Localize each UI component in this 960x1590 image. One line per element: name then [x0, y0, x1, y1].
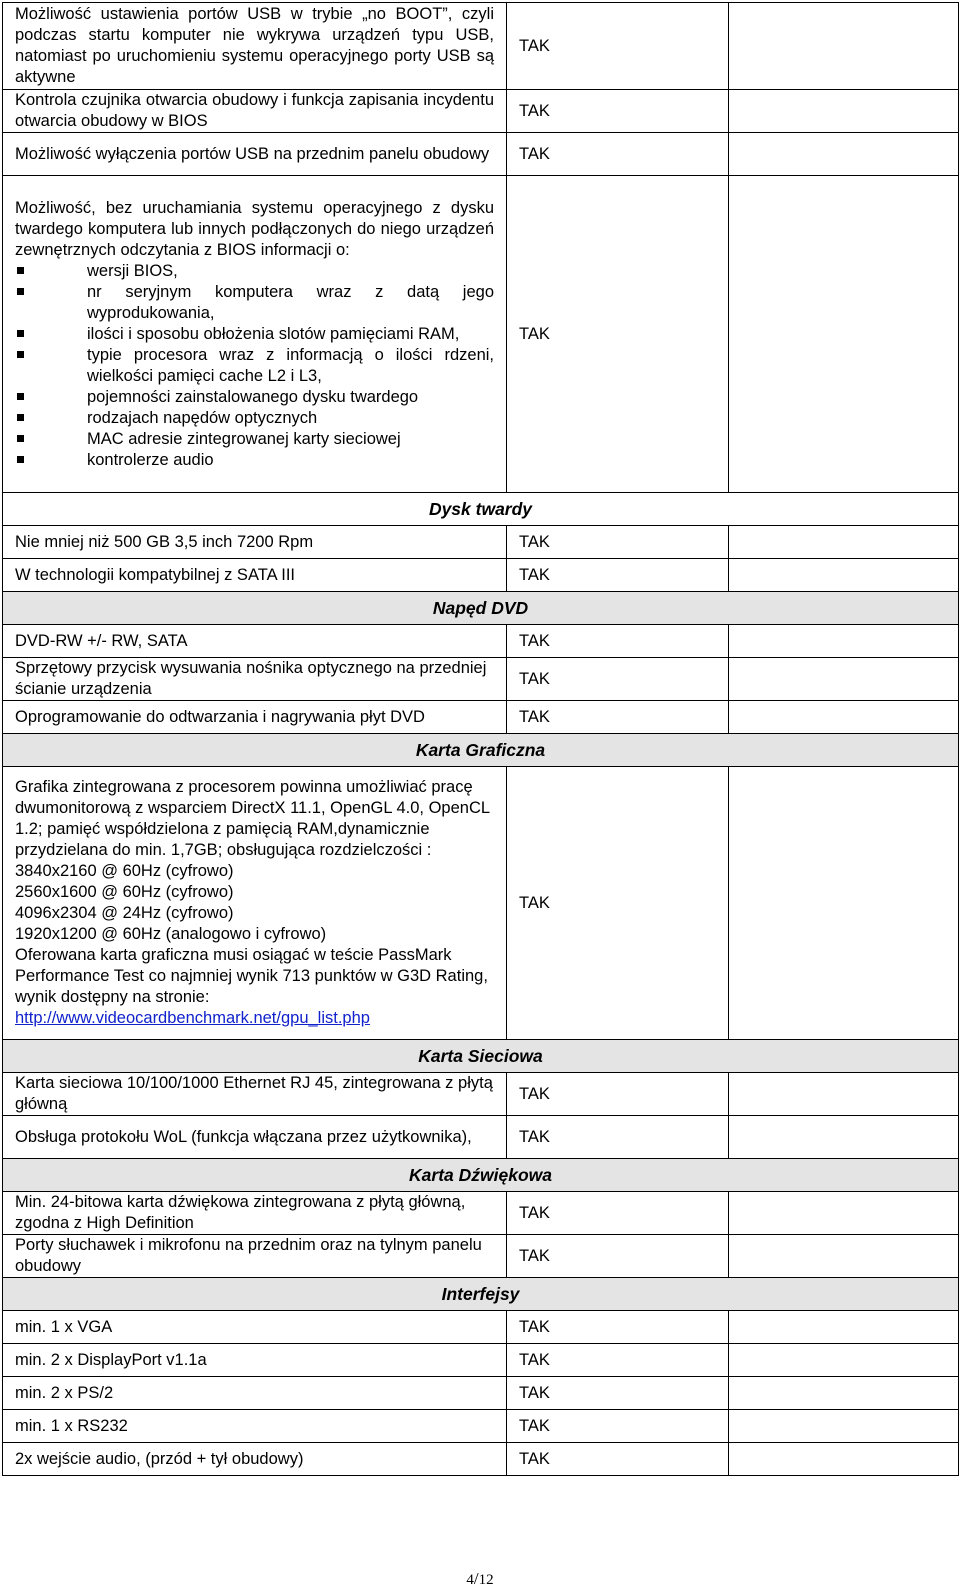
gpu-spec-cell — [3, 767, 507, 1040]
table-row — [3, 90, 959, 133]
section-title: Dysk twardy — [3, 493, 959, 526]
requirement-text: min. 1 x RS232 — [3, 1410, 507, 1443]
section-title: Karta Graficzna — [3, 734, 959, 767]
compliance-value: TAK — [507, 526, 729, 559]
table-row — [3, 1410, 959, 1443]
offered-value-cell — [729, 767, 959, 1040]
compliance-value: TAK — [507, 625, 729, 658]
compliance-value: TAK — [507, 1443, 729, 1476]
offered-value-cell — [729, 701, 959, 734]
requirement-text: min. 1 x VGA — [3, 1311, 507, 1344]
page-separator: / — [473, 1569, 479, 1588]
requirement-text: Kontrola czujnika otwarcia obudowy i funkcja zapisania incydentu otwarcia obudowy w BIOS — [3, 90, 507, 133]
offered-value-cell — [729, 1410, 959, 1443]
passmark-requirement: Oferowana karta graficzna musi osiągać w teście PassMark Performance Test co najmniej wynik 713 punktów w G3D Rating, wynik dostępny na stronie: — [15, 946, 488, 1006]
table-row — [3, 559, 959, 592]
table-row — [3, 1235, 959, 1278]
table-row — [3, 1311, 959, 1344]
bullet-item: ilości i sposobu obłożenia slotów pamięciami RAM, — [15, 324, 494, 345]
requirement-text: Oprogramowanie do odtwarzania i nagrywania płyt DVD — [3, 701, 507, 734]
bullet-item: typie procesora wraz z informacją o ilości rdzeni, wielkości pamięci cache L2 i L3, — [15, 345, 494, 387]
bullet-item: kontrolerze audio — [15, 450, 494, 471]
requirement-text: W technologii kompatybilnej z SATA III — [3, 559, 507, 592]
requirement-text: Porty słuchawek i mikrofonu na przednim oraz na tylnym panelu obudowy — [3, 1235, 507, 1278]
section-title: Karta Dźwiękowa — [3, 1159, 959, 1192]
offered-value-cell — [729, 1235, 959, 1278]
section-header-row — [3, 734, 959, 767]
compliance-value: TAK — [507, 1192, 729, 1235]
section-header-row — [3, 1278, 959, 1311]
section-title: Interfejsy — [3, 1278, 959, 1311]
compliance-value: TAK — [507, 658, 729, 701]
offered-value-cell — [729, 1377, 959, 1410]
table-row — [3, 1443, 959, 1476]
offered-value-cell — [729, 1073, 959, 1116]
resolution-item: 4096x2304 @ 24Hz (cyfrowo) — [15, 904, 234, 922]
compliance-value: TAK — [507, 1073, 729, 1116]
table-row — [3, 526, 959, 559]
table-row — [3, 625, 959, 658]
compliance-value: TAK — [507, 701, 729, 734]
offered-value-cell — [729, 1344, 959, 1377]
page-total: 12 — [478, 1572, 494, 1588]
requirement-text: Nie mniej niż 500 GB 3,5 inch 7200 Rpm — [3, 526, 507, 559]
compliance-value: TAK — [507, 176, 729, 493]
compliance-value: TAK — [507, 90, 729, 133]
page-current: 4 — [466, 1572, 474, 1588]
compliance-value: TAK — [507, 1235, 729, 1278]
compliance-value: TAK — [507, 559, 729, 592]
section-header-row — [3, 1040, 959, 1073]
bullet-item: pojemności zainstalowanego dysku twardego — [15, 387, 494, 408]
compliance-value: TAK — [507, 767, 729, 1040]
requirement-text: min. 2 x PS/2 — [3, 1377, 507, 1410]
table-row — [3, 1192, 959, 1235]
offered-value-cell — [729, 1311, 959, 1344]
section-header-row — [3, 592, 959, 625]
compliance-value: TAK — [507, 1377, 729, 1410]
offered-value-cell — [729, 526, 959, 559]
compliance-value: TAK — [507, 1344, 729, 1377]
offered-value-cell — [729, 1443, 959, 1476]
offered-value-cell — [729, 658, 959, 701]
offered-value-cell — [729, 1192, 959, 1235]
table-row — [3, 3, 959, 90]
compliance-value: TAK — [507, 133, 729, 176]
table-row — [3, 767, 959, 1040]
table-row — [3, 176, 959, 493]
table-row — [3, 133, 959, 176]
resolution-item: 3840x2160 @ 60Hz (cyfrowo) — [15, 862, 234, 880]
requirement-text: DVD-RW +/- RW, SATA — [3, 625, 507, 658]
spec-table — [2, 2, 959, 1476]
section-header-row — [3, 1159, 959, 1192]
page-number — [0, 1569, 960, 1589]
bullet-item: nr seryjnym komputera wraz z datą jego wyprodukowania, — [15, 282, 494, 324]
offered-value-cell — [729, 176, 959, 493]
requirement-text: Obsługa protokołu WoL (funkcja włączana przez użytkownika), — [3, 1116, 507, 1159]
resolution-item: 2560x1600 @ 60Hz (cyfrowo) — [15, 883, 234, 901]
offered-value-cell — [729, 625, 959, 658]
requirement-text: Sprzętowy przycisk wysuwania nośnika optycznego na przedniej ścianie urządzenia — [3, 658, 507, 701]
offered-value-cell — [729, 559, 959, 592]
requirement-text: 2x wejście audio, (przód + tył obudowy) — [3, 1443, 507, 1476]
table-row — [3, 701, 959, 734]
section-title: Karta Sieciowa — [3, 1040, 959, 1073]
section-header-row — [3, 493, 959, 526]
bullet-item: MAC adresie zintegrowanej karty sieciowej — [15, 429, 494, 450]
bullet-item: wersji BIOS, — [15, 261, 494, 282]
offered-value-cell — [729, 1116, 959, 1159]
requirement-text: Min. 24-bitowa karta dźwiękowa zintegrowana z płytą główną, zgodna z High Definition — [3, 1192, 507, 1235]
offered-value-cell — [729, 90, 959, 133]
table-row — [3, 1073, 959, 1116]
section-title: Napęd DVD — [3, 592, 959, 625]
compliance-value: TAK — [507, 1311, 729, 1344]
table-row — [3, 1344, 959, 1377]
requirement-text: Możliwość wyłączenia portów USB na przednim panelu obudowy — [3, 133, 507, 176]
requirement-text: Grafika zintegrowana z procesorem powinna umożliwiać pracę dwumonitorową z wsparciem DirectX 11.1, OpenGL 4.0, OpenCL 1.2; pamięć współdzielona z pamięcią RAM,dynamicznie przydzielana do min. 1,7GB; obsługująca rozdzielczości : — [15, 778, 490, 859]
compliance-value: TAK — [507, 1116, 729, 1159]
benchmark-link[interactable]: http://www.videocardbenchmark.net/gpu_list.php — [15, 1009, 370, 1027]
requirement-text: Możliwość ustawienia portów USB w trybie „no BOOT”, czyli podczas startu komputer nie wykrywa urządzeń typu USB, natomiast po uruchomieniu systemu operacyjnego porty USB są aktywne — [3, 3, 507, 90]
offered-value-cell — [729, 3, 959, 90]
table-row — [3, 1116, 959, 1159]
requirement-text: Możliwość, bez uruchamiania systemu operacyjnego z dysku twardego komputera lub innych podłączonych do niego urządzeń zewnętrznych odczytania z BIOS informacji o: — [15, 198, 494, 259]
resolution-item: 1920x1200 @ 60Hz (analogowo i cyfrowo) — [15, 925, 327, 943]
requirement-text: min. 2 x DisplayPort v1.1a — [3, 1344, 507, 1377]
spec-document — [2, 2, 958, 1476]
bullet-item: rodzajach napędów optycznych — [15, 408, 494, 429]
bios-info-cell — [3, 176, 507, 493]
compliance-value: TAK — [507, 3, 729, 90]
compliance-value: TAK — [507, 1410, 729, 1443]
table-row — [3, 658, 959, 701]
requirement-text: Karta sieciowa 10/100/1000 Ethernet RJ 45, zintegrowana z płytą główną — [3, 1073, 507, 1116]
offered-value-cell — [729, 133, 959, 176]
table-row — [3, 1377, 959, 1410]
